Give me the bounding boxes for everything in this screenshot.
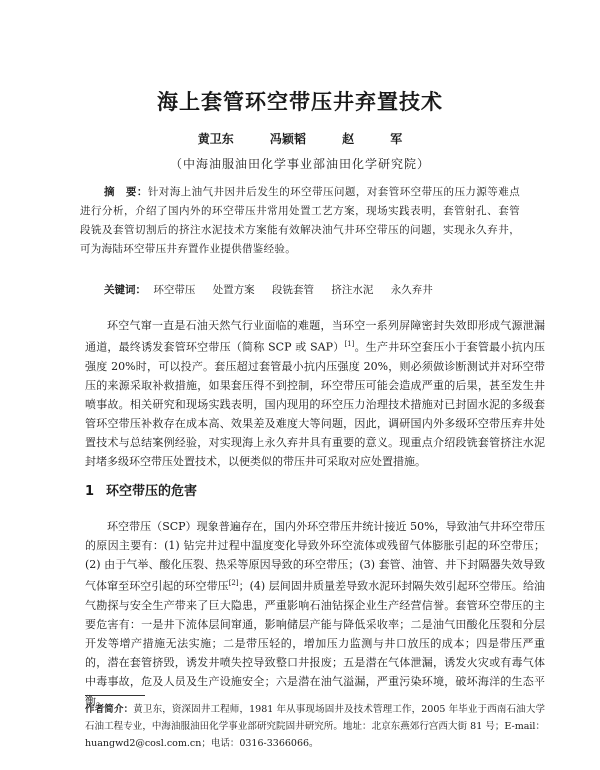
citation-ref: [1]: [344, 340, 355, 348]
author-footnote: [85, 701, 545, 752]
section-heading: [85, 480, 197, 499]
abstract-label: 摘 要：: [104, 186, 148, 198]
footnote-text: 黄卫东，资深固井工程师，1981 年从事现场固井及技术管理工作，2005 年毕业于西南石油大学石油工程专业，中海油服油田化学事业部研究院固井研究所。地址：北京东燕郊行宫西大街 81 号；E-mail：huangwd2@cosl.com.cn；电话：0316-3366066。: [85, 704, 545, 749]
keyword: 挤注水泥: [331, 284, 374, 296]
intro-text: 环空气窜一直是石油天然气行业面临的难题，当环空一系列屏障密封失效即形成气源泄漏通道，最终诱发套管环空带压（简称 SCP 或 SAP）: [85, 319, 545, 354]
citation-ref: [2]: [228, 579, 239, 587]
keywords: [104, 282, 524, 298]
affiliation: （中海油服油田化学事业部油田化学研究院）: [169, 157, 430, 171]
keyword: 段铣套管: [272, 284, 315, 296]
footnote-divider: [85, 695, 145, 696]
section-text: 环空带压（SCP）现象普遍存在，国内外环空带压井统计接近 50%，导致油气井环空带压的原因主要有：(1) 钻完井过程中温度变化导致外环空流体或残留气体膨胀引起的环空带压；(2) 由于气举、酸化压裂、热采等原因导致的环空带压；(3) 套管、油管、井下封隔器失效导致气体窜至环空引起的环空带压: [85, 520, 545, 593]
keywords-label: 关键词：: [104, 284, 146, 296]
abstract-text: 针对海上油气井因井后发生的环空带压问题，对套管环空带压的压力源等难点进行分析，介绍了国内外的环空带压井常用处置工艺方案，现场实践表明，套管射孔、套管段铣及套管切割后的挤注水泥技术方案能有效解决油气井环空带压的问题，实现永久弃井，可为海陆环空带压井弃置作业提供借鉴经验。: [80, 186, 520, 255]
keyword: 处置方案: [212, 284, 255, 296]
footnote-label: 作者简介：: [85, 704, 134, 715]
section-title: 环空带压的危害: [106, 484, 198, 499]
paper-title: 海上套管环空带压井弃置技术: [157, 90, 443, 114]
abstract: [80, 183, 520, 259]
intro-paragraph: [85, 316, 545, 471]
author-list: [0, 130, 600, 147]
keyword: 环空带压: [153, 284, 196, 296]
keyword: 永久弃井: [390, 284, 433, 296]
section-number: 1: [85, 484, 95, 499]
intro-text-cont: 。生产井环空套压小于套管最小抗内压强度 20%时，可以投产。套压超过套管最小抗内压强度 20%，则必须做诊断测试并对环空带压的来源采取补救措施，如果套压得不到控制，环空带压可能会造成严重的后果，甚至发生井喷事故。相关研究和现场实践表明，国内现用的环空压力治理技术措施对已封固水泥的多级套管环空带压补救存在成本高、效果差及难度大等问题，因此，调研国内外多级环空带压弃井处置技术与总结案例经验，对实现海上永久弃井具有重要的意义。现重点介绍段铣套管挤注水泥封堵多级环空带压处置技术，以便类似的带压井可采取对应处置措施。: [85, 340, 545, 468]
author-name: 军: [390, 132, 403, 146]
section-text-cont: ；(4) 层间固井质量差导致水泥环封隔失效引起环空带压。给油气勘探与安全生产带来了巨大隐患，严重影响石油钻探企业生产经营信誉。套管环空带压的主要危害有：一是井下流体层间窜通，影响储层产能与降低采收率；二是油气田酸化压裂和分层开发等增产措施无法实施；二是带压轻的，增加压力监测与井口放压的成本；四是带压严重的，潜在套管挤毁，诱发井喷失控导致整口井报废；五是潜在气体泄漏，诱发火灾或有毒气体中毒事故，危及人员及生产设施安全；六是潜在油气溢漏，严重污染环境，破坏海洋的生态平衡。: [85, 579, 546, 707]
section-paragraph: [85, 517, 545, 710]
author-name: 赵: [342, 132, 355, 146]
author-name: 黄卫东: [197, 132, 234, 146]
author-name: 冯颖韬: [269, 132, 306, 146]
